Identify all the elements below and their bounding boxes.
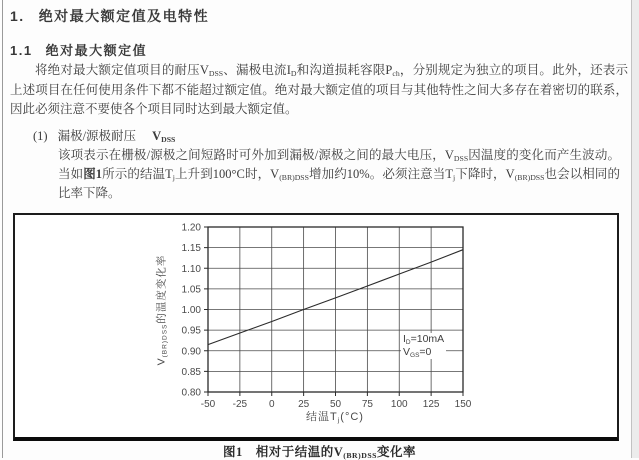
text-run: =0 xyxy=(419,346,432,358)
detail-paragraph xyxy=(58,146,620,203)
list-item-title: 漏极/源极耐压 xyxy=(57,129,137,143)
text-run: 上升到100°C时，V xyxy=(174,167,280,181)
text-run: 结温T xyxy=(306,411,338,423)
text-run: 因温度的变化而产生波动。当如 xyxy=(58,148,620,181)
figure-frame xyxy=(13,213,619,441)
x-tick-label: 100 xyxy=(390,399,408,410)
subscript-text: (BR)DSS xyxy=(279,173,309,183)
section-heading-1 xyxy=(10,6,209,26)
text-run: V xyxy=(403,346,411,358)
text-run: 所示的结温T xyxy=(102,167,173,181)
subsection-title: 绝对最大额定值 xyxy=(45,43,148,58)
annotation-line-2 xyxy=(401,346,446,359)
y-tick-label: 1.05 xyxy=(181,284,201,296)
x-tick-label: 0 xyxy=(268,399,275,410)
text-run: 图1 相对于结温的V xyxy=(223,445,344,459)
text-run: 、漏极电流I xyxy=(223,63,291,77)
y-tick-label: 1.00 xyxy=(181,305,201,316)
text-run: 将绝对最大额定值项目的耐压V xyxy=(35,63,209,77)
y-tick-label: 0.85 xyxy=(181,366,201,378)
text-run: 的温度变化率 xyxy=(155,254,168,324)
list-item-number: (1) xyxy=(33,129,48,143)
subscript-text: j xyxy=(453,173,456,183)
section-heading-1-1 xyxy=(10,40,147,59)
text-run: 变化率 xyxy=(376,445,416,459)
text-run: =10mA xyxy=(410,333,445,345)
chart-svg xyxy=(15,215,617,437)
page-right-scan-shade xyxy=(631,0,639,458)
text-run: 和沟道损耗容限P xyxy=(296,63,393,77)
subscript-text: DSS xyxy=(453,154,469,164)
text-run: 也会以相同的比率下降。 xyxy=(58,167,620,200)
y-tick-label: 0.80 xyxy=(181,387,201,399)
figure-caption xyxy=(0,442,639,460)
subscript-text: GS xyxy=(410,351,420,359)
text-run: (°C) xyxy=(340,411,364,423)
subscript-text: DSS xyxy=(161,135,176,145)
subscript-text: (BR)DSS xyxy=(514,173,545,183)
chart-annotation xyxy=(401,333,446,359)
subscript-text: D xyxy=(405,338,411,346)
subscript-text: DSS xyxy=(208,69,224,79)
text-run: 图1 xyxy=(83,167,103,181)
x-tick-label: -50 xyxy=(200,399,216,410)
x-tick-label: 150 xyxy=(454,399,472,410)
x-tick-label: -25 xyxy=(232,399,248,410)
subscript-text: (BR)DSS xyxy=(161,323,169,358)
text-run: V xyxy=(155,357,168,366)
subsection-number: 1.1 xyxy=(10,43,33,58)
text-run: 下降时，V xyxy=(455,167,515,181)
x-tick-label: 25 xyxy=(298,399,310,410)
subscript-text: (BR)DSS xyxy=(343,451,377,460)
list-item-1 xyxy=(33,126,175,144)
list-item-symbol xyxy=(152,129,175,144)
subscript-text: j xyxy=(337,416,341,424)
x-tick-label: 75 xyxy=(361,399,373,410)
y-tick-label: 0.95 xyxy=(181,325,201,337)
y-axis-label xyxy=(154,255,169,366)
y-tick-label: 1.20 xyxy=(181,222,201,234)
section-title: 绝对最大额定值及电特性 xyxy=(38,8,210,24)
y-tick-label: 1.10 xyxy=(181,263,201,275)
x-tick-label: 50 xyxy=(329,399,342,410)
section-number: 1. xyxy=(10,8,25,24)
subscript-text: j xyxy=(172,173,175,183)
y-tick-label: 1.15 xyxy=(181,243,201,255)
text-run: 增加约10%。必须注意当T xyxy=(308,167,454,181)
intro-paragraph xyxy=(10,61,628,120)
page-left-edge xyxy=(2,0,3,458)
text-run: V xyxy=(152,129,162,143)
subscript-text: ch xyxy=(392,69,400,79)
text-run: ，分别规定为独立的项目。此外，还表示上述项目在任何使用条件下都不能超过额定值。绝对最大额定值的项目与其他特性之间大多存在着密切的联系，因此必须注意不要使各个项目同时达到最大额定值。 xyxy=(10,63,628,116)
y-tick-label: 0.90 xyxy=(181,346,201,358)
text-run: 该项表示在栅极/源极之间短路时可外加到漏极/源极之间的最大电压，V xyxy=(58,148,454,162)
x-tick-label: 125 xyxy=(422,399,440,410)
text-run: I xyxy=(403,333,406,345)
subscript-text: D xyxy=(290,69,297,79)
annotation-line-1 xyxy=(401,333,446,346)
x-axis-label xyxy=(306,408,364,424)
